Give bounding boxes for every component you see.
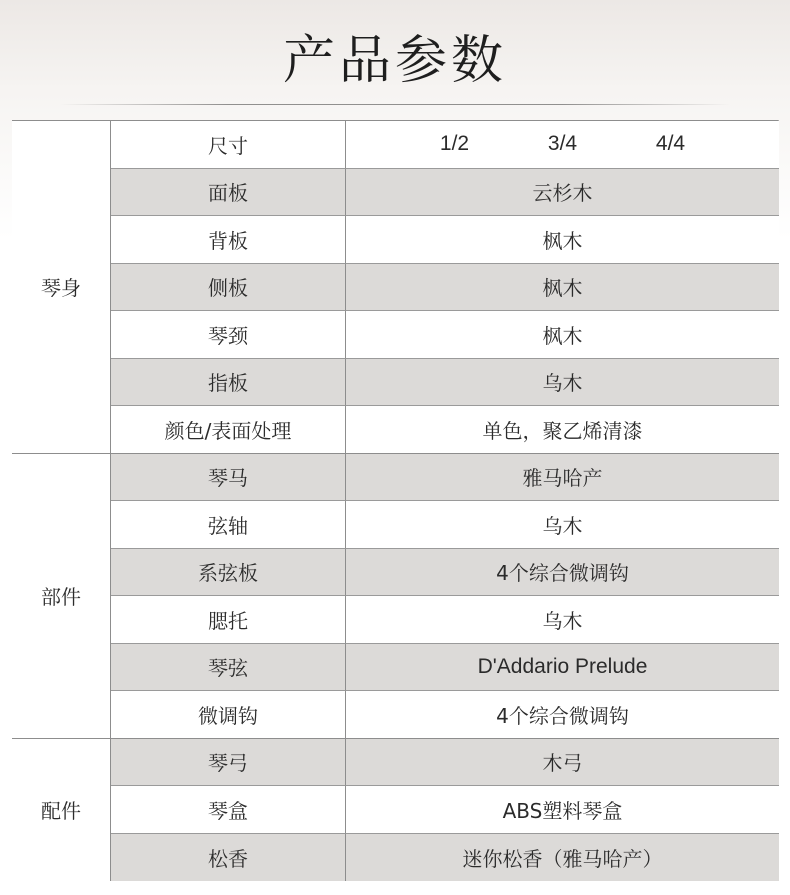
row-value-rosin: 迷你松香（雅马哈产）	[346, 834, 779, 882]
size-half: 1/2	[439, 132, 470, 156]
row-label-sides: 侧板	[111, 264, 346, 312]
row-label-case: 琴盒	[111, 786, 346, 834]
size-full: 4/4	[655, 132, 686, 156]
size-three-quarter: 3/4	[547, 132, 578, 156]
row-label-top: 面板	[111, 169, 346, 217]
row-label-back: 背板	[111, 216, 346, 264]
row-value-bridge: 雅马哈产	[346, 454, 779, 502]
row-label-bow: 琴弓	[111, 739, 346, 787]
group-label-parts: 部件	[12, 454, 111, 739]
row-label-neck: 琴颈	[111, 311, 346, 359]
row-label-fine-tuners: 微调钩	[111, 691, 346, 739]
row-label-strings: 琴弦	[111, 644, 346, 692]
row-label-chinrest: 腮托	[111, 596, 346, 644]
title-divider	[60, 104, 730, 105]
page-title: 产品参数	[282, 31, 507, 91]
row-label-finish: 颜色/表面处理	[111, 406, 346, 454]
group-label-body: 琴身	[12, 121, 111, 454]
spec-table	[12, 120, 779, 880]
size-values	[346, 121, 779, 169]
row-value-back: 枫木	[346, 216, 779, 264]
row-value-case: ABS塑料琴盒	[346, 786, 779, 834]
row-value-finish: 单色，聚乙烯清漆	[346, 406, 779, 454]
group-label-accessories: 配件	[12, 739, 111, 882]
row-value-top: 云杉木	[346, 169, 779, 217]
row-label-bridge: 琴马	[111, 454, 346, 502]
row-value-bow: 木弓	[346, 739, 779, 787]
row-label-rosin: 松香	[111, 834, 346, 882]
row-label-pegs: 弦轴	[111, 501, 346, 549]
row-value-fingerboard: 乌木	[346, 359, 779, 407]
row-label-size: 尺寸	[111, 121, 346, 169]
row-value-tailpiece: 4个综合微调钩	[346, 549, 779, 597]
row-value-neck: 枫木	[346, 311, 779, 359]
row-value-fine-tuners: 4个综合微调钩	[346, 691, 779, 739]
row-value-sides: 枫木	[346, 264, 779, 312]
row-label-fingerboard: 指板	[111, 359, 346, 407]
row-value-chinrest: 乌木	[346, 596, 779, 644]
row-label-tailpiece: 系弦板	[111, 549, 346, 597]
row-value-strings: D'Addario Prelude	[346, 644, 779, 692]
row-value-pegs: 乌木	[346, 501, 779, 549]
